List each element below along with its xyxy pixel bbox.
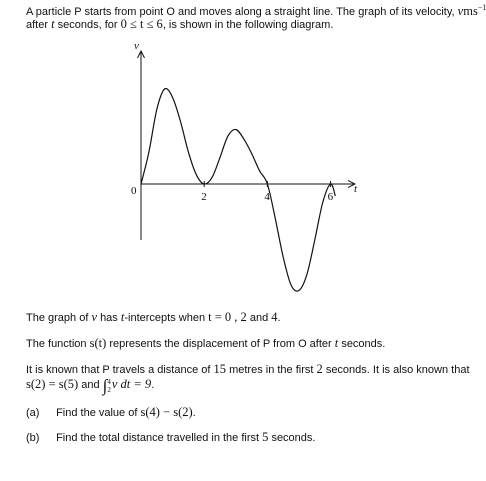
part-b-end: seconds. [271,432,316,444]
p2-text-c: seconds. [341,338,386,350]
p4-and: and [81,379,100,391]
p2-text-a: The function [26,338,87,350]
part-b-text: Find the total distance travelled in the first [56,432,260,444]
velocity-unit-symbol: v [457,4,464,18]
p3-text-a: It is known that P travels a distance of [26,364,211,376]
velocity-unit-exponent: −1 [477,3,486,12]
part-a-label: (a) [26,407,40,419]
intro-t-symbol: t [51,17,55,31]
p4-end: . [151,379,155,391]
p3-distance: 15 [213,362,227,376]
integral-limits [107,378,111,394]
x-tick-label: 6 [327,191,334,203]
velocity-unit: ms [463,4,478,18]
intro-text-2a: after [26,19,49,31]
intro-text-2b: seconds, for [57,19,118,31]
p3-seconds: 2 [316,362,323,376]
distance-paragraph-line1 [26,363,470,377]
part-b-label: (b) [26,432,40,444]
p1-values: t = 0 , 2 [208,310,247,324]
origin-label: 0 [131,185,137,197]
intercepts-paragraph [26,311,281,325]
part-a [26,406,196,420]
y-axis-label: v [134,40,139,52]
intro-text-2c: , is shown in the following diagram. [162,19,334,31]
p4-equation: s(2) = s(5) [26,377,79,391]
displacement-paragraph [26,337,385,351]
integral-lower-limit: 2 [107,386,111,394]
velocity-curve [141,88,335,291]
x-axis-label: t [354,183,358,195]
integral-expression: v dt = 9 [111,377,152,391]
part-b-number: 5 [262,430,269,444]
part-a-end: . [192,407,196,419]
p3-text-b: metres in the first [229,364,314,376]
p2-t-symbol: t [334,336,339,350]
p1-text-a: The graph of [26,312,89,324]
distance-paragraph-line2 [26,378,154,394]
p2-function: s(t) [89,336,107,350]
p1-end: . [277,312,281,324]
p2-text-b: represents the displacement of P from O after [109,338,332,350]
part-b [26,431,315,445]
p1-and: and [249,312,269,324]
intro-range: 0 ≤ t ≤ 6 [120,17,163,31]
p1-v-symbol: v [91,310,97,324]
p1-text-b: has [100,312,118,324]
p1-four: 4 [271,310,278,324]
p1-t-symbol: t [120,310,125,324]
intro-text-1: A particle P starts from point O and moves along a straight line. The graph of its velocity, [26,6,455,18]
part-a-expression: s(4) − s(2) [140,405,193,419]
integral-upper-limit: 4 [107,378,111,386]
p1-text-c: -intercepts when [124,312,206,324]
x-tick-label: 4 [264,191,270,203]
x-tick-label: 2 [201,191,207,203]
p3-text-c: seconds. It is also known that [325,364,470,376]
integral-symbol: ∫ [102,376,108,395]
part-a-text: Find the value of [56,407,138,419]
